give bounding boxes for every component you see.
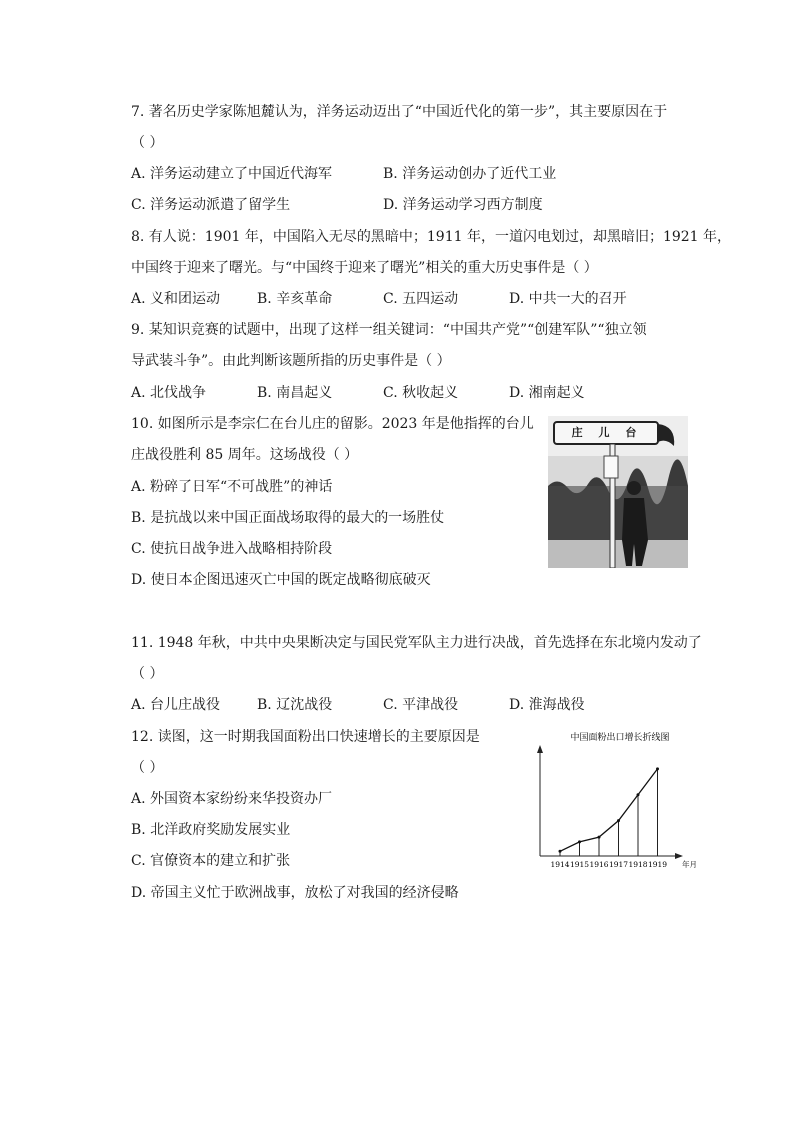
q8-option-a: A. 义和团运动	[131, 291, 221, 307]
q8-stem-line2: 中国终于迎来了曙光。与“中国终于迎来了曙光”相关的重大历史事件是（ ）	[131, 260, 598, 276]
q12-option-b: B. 北洋政府奖励发展实业	[131, 822, 291, 838]
q9-option-b: B. 南昌起义	[257, 385, 333, 401]
q8-option-b: B. 辛亥革命	[257, 291, 333, 307]
q8-option-c: C. 五四运动	[383, 291, 459, 307]
q12-stem-line1: 12. 读图，这一时期我国面粉出口快速增长的主要原因是	[131, 729, 480, 745]
q9-option-a: A. 北伐战争	[131, 385, 207, 401]
flour-export-chart	[528, 728, 708, 874]
q7-stem-line2: （ ）	[131, 135, 164, 151]
y-axis-arrow	[537, 745, 543, 753]
q9-stem-line2: 导武装斗争”。由此判断该题所指的历史事件是（ ）	[131, 353, 451, 369]
chart-title: 中国面粉出口增长折线图	[570, 733, 670, 743]
x-tick-label: 1918	[628, 860, 648, 869]
q10-option-a: A. 粉碎了日军“不可战胜”的神话	[131, 479, 333, 495]
data-point	[656, 767, 659, 770]
q7-option-b: B. 洋务运动创办了近代工业	[383, 166, 557, 182]
q7-option-d: D. 洋务运动学习西方制度	[383, 197, 543, 213]
q9-option-c: C. 秋收起义	[383, 385, 459, 401]
q10-option-b: B. 是抗战以来中国正面战场取得的最大的一场胜仗	[131, 510, 445, 526]
x-tick-label: 1915	[569, 860, 590, 869]
q9-stem-line1: 9. 某知识竞赛的试题中，出现了这样一组关键词：“中国共产党”“创建军队”“独立领	[131, 322, 647, 338]
q11-option-a: A. 台儿庄战役	[131, 697, 221, 713]
data-point	[617, 819, 620, 822]
q11-option-d: D. 淮海战役	[509, 697, 585, 713]
q11-stem-line1: 11. 1948 年秋，中共中央果断决定与国民党军队主力进行决战，首先选择在东北境内发动了	[131, 635, 702, 651]
q12-option-d: D. 帝国主义忙于欧洲战事，放松了对我国的经济侵略	[131, 885, 459, 901]
data-point	[637, 793, 640, 796]
x-tick-label: 1919	[647, 860, 668, 869]
x-tick-label: 1917	[608, 860, 629, 869]
q10-stem-line1: 10. 如图所示是李宗仁在台儿庄的留影。2023 年是他指挥的台儿	[131, 416, 534, 432]
photo-sign-text: 庄 儿 台	[571, 426, 643, 439]
q10-option-c: C. 使抗日战争进入战略相持阶段	[131, 541, 333, 557]
q12-option-a: A. 外国资本家纷纷来华投资办厂	[131, 791, 333, 807]
flour-export-chart-svg	[528, 728, 708, 874]
q7-option-c: C. 洋务运动派遣了留学生	[131, 197, 291, 213]
q12-option-c: C. 官僚资本的建立和扩张	[131, 853, 291, 869]
q8-option-d: D. 中共一大的召开	[509, 291, 627, 307]
q7-stem-line1: 7. 著名历史学家陈旭麓认为，洋务运动迈出了“中国近代化的第一步”，其主要原因在于	[131, 104, 668, 120]
data-point	[578, 840, 581, 843]
q11-stem-line2: （ ）	[131, 666, 164, 682]
series-line	[560, 769, 658, 851]
q10-option-d: D. 使日本企图迅速灭亡中国的既定战略彻底破灭	[131, 572, 431, 588]
data-point	[598, 836, 601, 839]
q11-option-b: B. 辽沈战役	[257, 697, 333, 713]
q7-option-a: A. 洋务运动建立了中国近代海军	[131, 166, 333, 182]
q9-option-d: D. 湘南起义	[509, 385, 585, 401]
q11-option-c: C. 平津战役	[383, 697, 459, 713]
x-tick-label: 1916	[589, 860, 609, 869]
x-axis-label: 年月	[682, 860, 697, 869]
q8-stem-line1: 8. 有人说：1901 年，中国陷入无尽的黑暗中；1911 年，一道闪电划过，却黑暗旧；1921 年，	[131, 229, 732, 245]
x-tick-label: 1914	[550, 860, 570, 869]
x-axis-arrow	[675, 853, 683, 859]
taierzhuang-photo	[548, 416, 688, 568]
q10-stem-line2: 庄战役胜利 85 周年。这场战役（ ）	[131, 447, 359, 463]
data-point	[559, 850, 562, 853]
q12-stem-line2: （ ）	[131, 760, 164, 776]
